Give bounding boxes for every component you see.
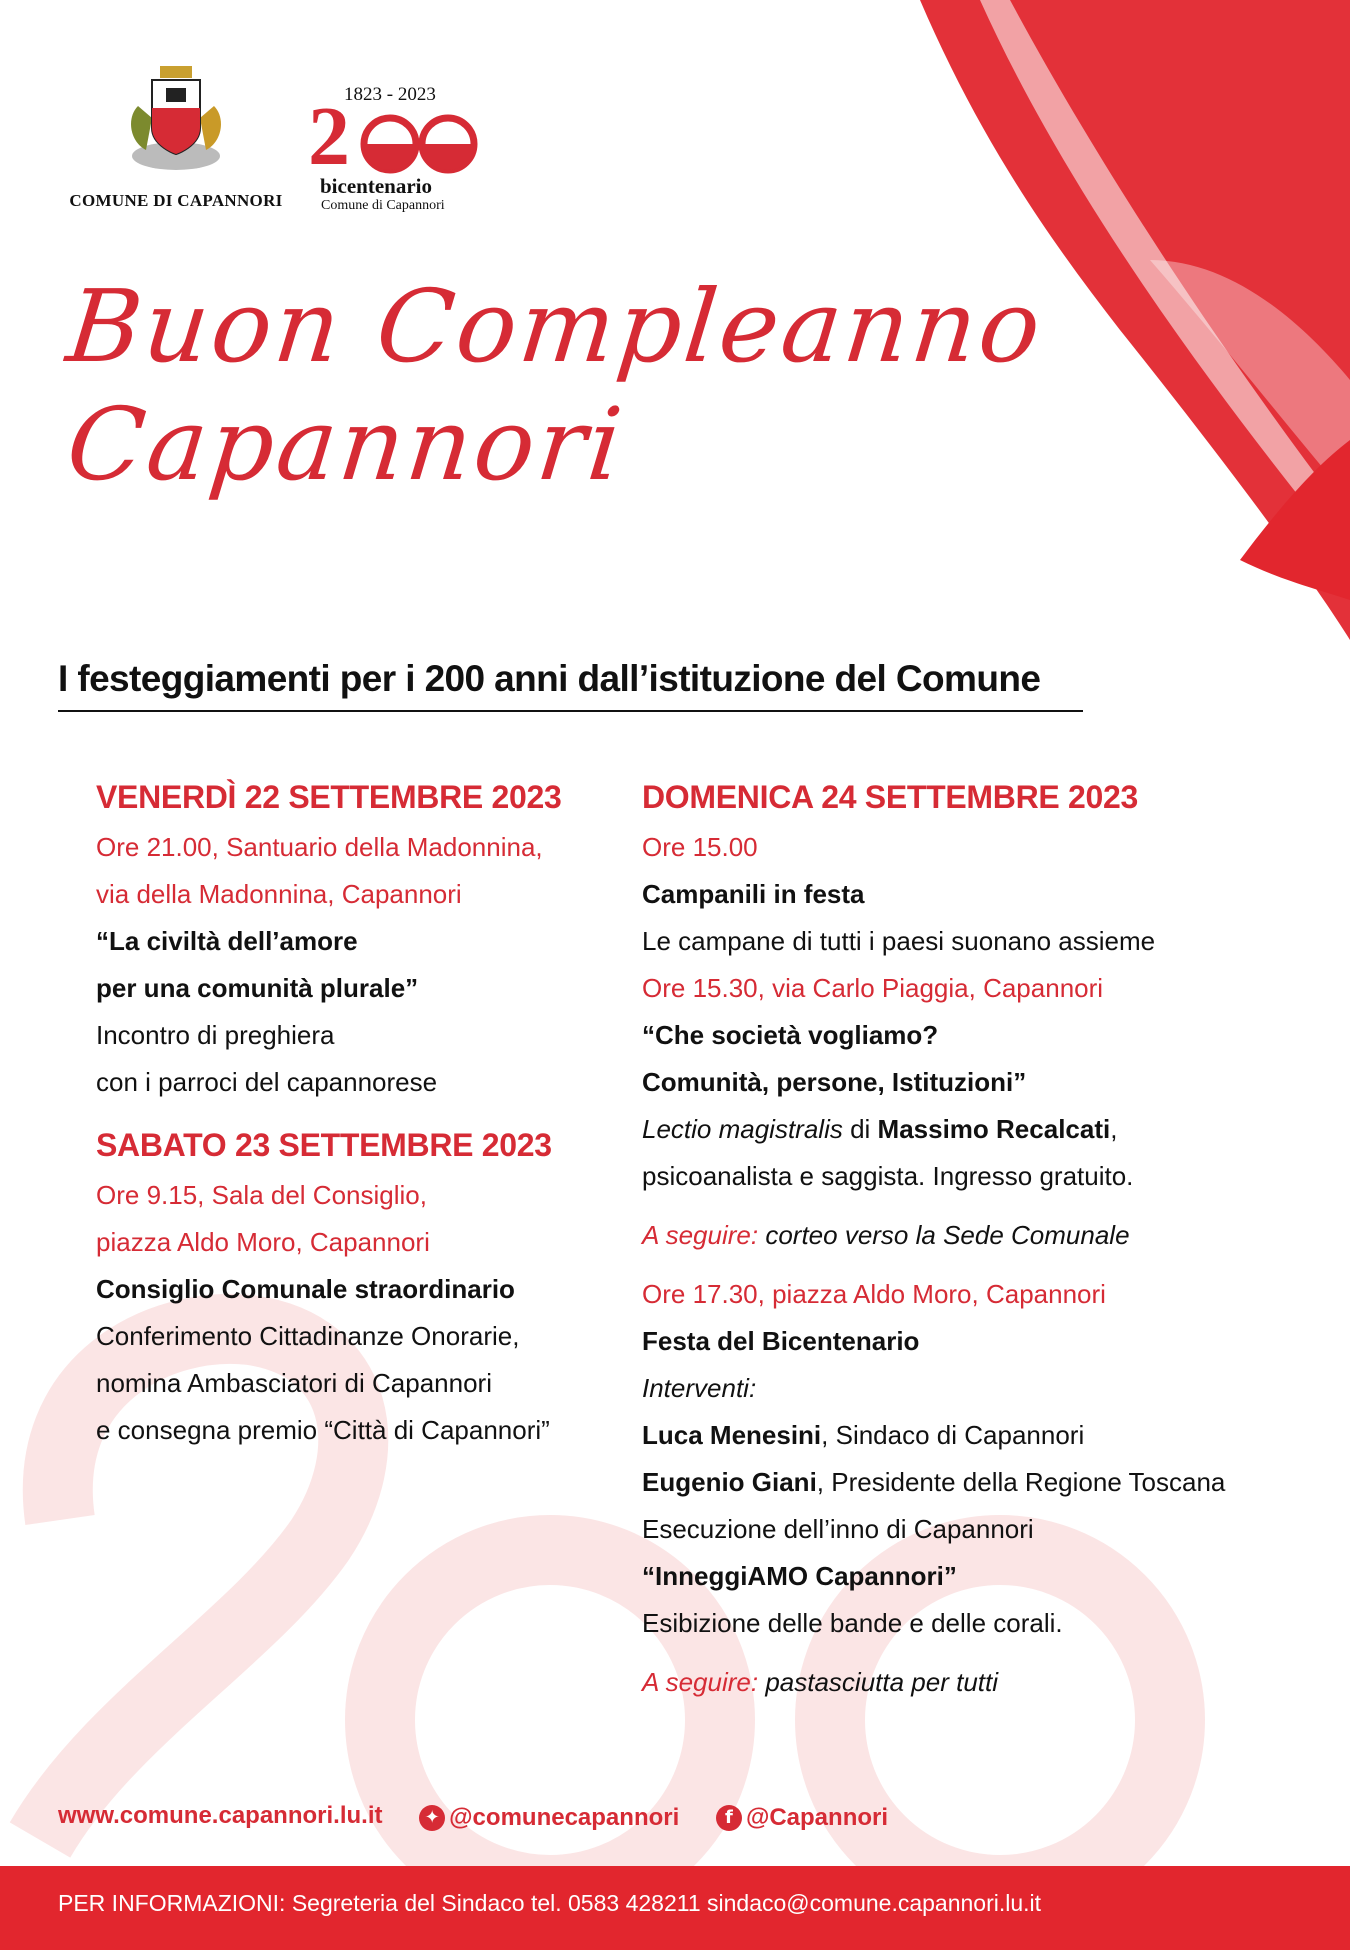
sunday-follow-2 xyxy=(642,1659,1262,1706)
friday-time-place-2: via della Madonnina, Capannori xyxy=(96,879,462,909)
saturday-desc-2: nomina Ambasciatori di Capannori xyxy=(96,1368,492,1398)
bands-line: Esibizione delle bande e delle corali. xyxy=(642,1608,1063,1638)
follow-text-2: pastasciutta per tutti xyxy=(758,1667,999,1697)
facebook-link[interactable] xyxy=(716,1804,888,1832)
follow-text-1: corteo verso la Sede Comunale xyxy=(758,1220,1130,1250)
sunday-event-3: Festa del Bicentenario xyxy=(642,1326,920,1356)
saturday-date: SABATO 23 SETTEMBRE 2023 xyxy=(96,1127,552,1163)
bicentenario-sub: Comune di Capannori xyxy=(321,198,445,213)
sunday-time-2: Ore 15.30, via Carlo Piaggia, Capannori xyxy=(642,973,1104,1003)
follow-label-1: A seguire: xyxy=(642,1220,759,1250)
friday-date: VENERDÌ 22 SETTEMBRE 2023 xyxy=(96,779,562,815)
subtitle-text: I festeggiamenti per i 200 anni dall’istituzione del Comune xyxy=(58,658,1041,699)
program-right-column xyxy=(642,770,1262,1706)
comune-name: COMUNE DI CAPANNORI xyxy=(69,191,283,210)
website-text: www.comune.capannori.lu.it xyxy=(58,1802,383,1829)
speaker-3-line xyxy=(642,1459,1262,1506)
sunday-event-1: Campanili in festa xyxy=(642,879,865,909)
interventi-label: Interventi: xyxy=(642,1373,757,1403)
speaker-3-name: Eugenio Giani xyxy=(642,1467,817,1497)
friday-time-place-1: Ore 21.00, Santuario della Madonnina, xyxy=(96,832,543,862)
friday-desc-1: Incontro di preghiera xyxy=(96,1020,335,1050)
lectio-comma: , xyxy=(1110,1114,1118,1144)
subtitle xyxy=(58,658,1083,712)
sunday-date: DOMENICA 24 SETTEMBRE 2023 xyxy=(642,779,1139,815)
footer-links xyxy=(58,1802,918,1832)
sunday-lectio-line xyxy=(642,1106,1262,1153)
info-text: PER INFORMAZIONI: Segreteria del Sindaco tel. 0583 428211 sindaco@comune.capannori.lu.it xyxy=(58,1890,1042,1916)
follow-label-2: A seguire: xyxy=(642,1667,759,1697)
sunday-time-1: Ore 15.00 xyxy=(642,832,758,862)
program-left-column xyxy=(96,770,616,1454)
sunday-event-2b: Comunità, persone, Istituzioni” xyxy=(642,1067,1027,1097)
lectio-di: di xyxy=(842,1114,878,1144)
friday-event-2: per una comunità plurale” xyxy=(96,973,419,1003)
anthem-line: Esecuzione dell’inno di Capannori xyxy=(642,1514,1034,1544)
saturday-time-place-1: Ore 9.15, Sala del Consiglio, xyxy=(96,1180,427,1210)
title-line-1: Buon Compleanno xyxy=(61,268,1049,385)
sunday-follow-1 xyxy=(642,1212,1262,1259)
facebook-icon: f xyxy=(716,1805,742,1831)
main-title xyxy=(61,268,1049,504)
saturday-event: Consiglio Comunale straordinario xyxy=(96,1274,515,1304)
twitter-handle: @comunecapannori xyxy=(449,1803,680,1831)
bicentenario-label: bicentenario xyxy=(320,174,432,198)
saturday-desc-1: Conferimento Cittadinanze Onorarie, xyxy=(96,1321,520,1351)
facebook-handle: @Capannori xyxy=(745,1803,889,1831)
lectio-speaker: Massimo Recalcati xyxy=(877,1114,1111,1144)
friday-event-1: “La civiltà dell’amore xyxy=(96,926,358,956)
friday-desc-2: con i parroci del capannorese xyxy=(96,1067,438,1097)
anthem-title: “InneggiAMO Capannori” xyxy=(642,1561,957,1591)
years-range: 1823 - 2023 xyxy=(344,84,436,105)
twitter-icon: ✦ xyxy=(419,1805,445,1831)
lectio-label: Lectio magistralis xyxy=(642,1114,843,1144)
speaker-2-line xyxy=(642,1412,1262,1459)
speaker-2-name: Luca Menesini xyxy=(642,1420,822,1450)
info-bar xyxy=(0,1866,1350,1950)
speaker-3-role: , Presidente della Regione Toscana xyxy=(816,1467,1226,1497)
title-line-2: Capannori xyxy=(61,386,630,503)
saturday-time-place-2: piazza Aldo Moro, Capannori xyxy=(96,1227,430,1257)
comune-logo xyxy=(58,58,294,211)
saturday-desc-3: e consegna premio “Città di Capannori” xyxy=(96,1415,550,1445)
sunday-desc-1: Le campane di tutti i paesi suonano assieme xyxy=(642,926,1156,956)
sunday-time-3: Ore 17.30, piazza Aldo Moro, Capannori xyxy=(642,1279,1106,1309)
sunday-speaker-desc: psicoanalista e saggista. Ingresso gratuito. xyxy=(642,1161,1134,1191)
speaker-2-role: , Sindaco di Capannori xyxy=(821,1420,1085,1450)
two-hundred-logo-icon xyxy=(308,92,478,178)
website-link[interactable] xyxy=(58,1802,382,1830)
twitter-link[interactable] xyxy=(419,1804,679,1832)
sunday-event-2a: “Che società vogliamo? xyxy=(642,1020,939,1050)
svg-text:2: 2 xyxy=(308,92,350,178)
coat-of-arms-icon xyxy=(116,58,236,178)
